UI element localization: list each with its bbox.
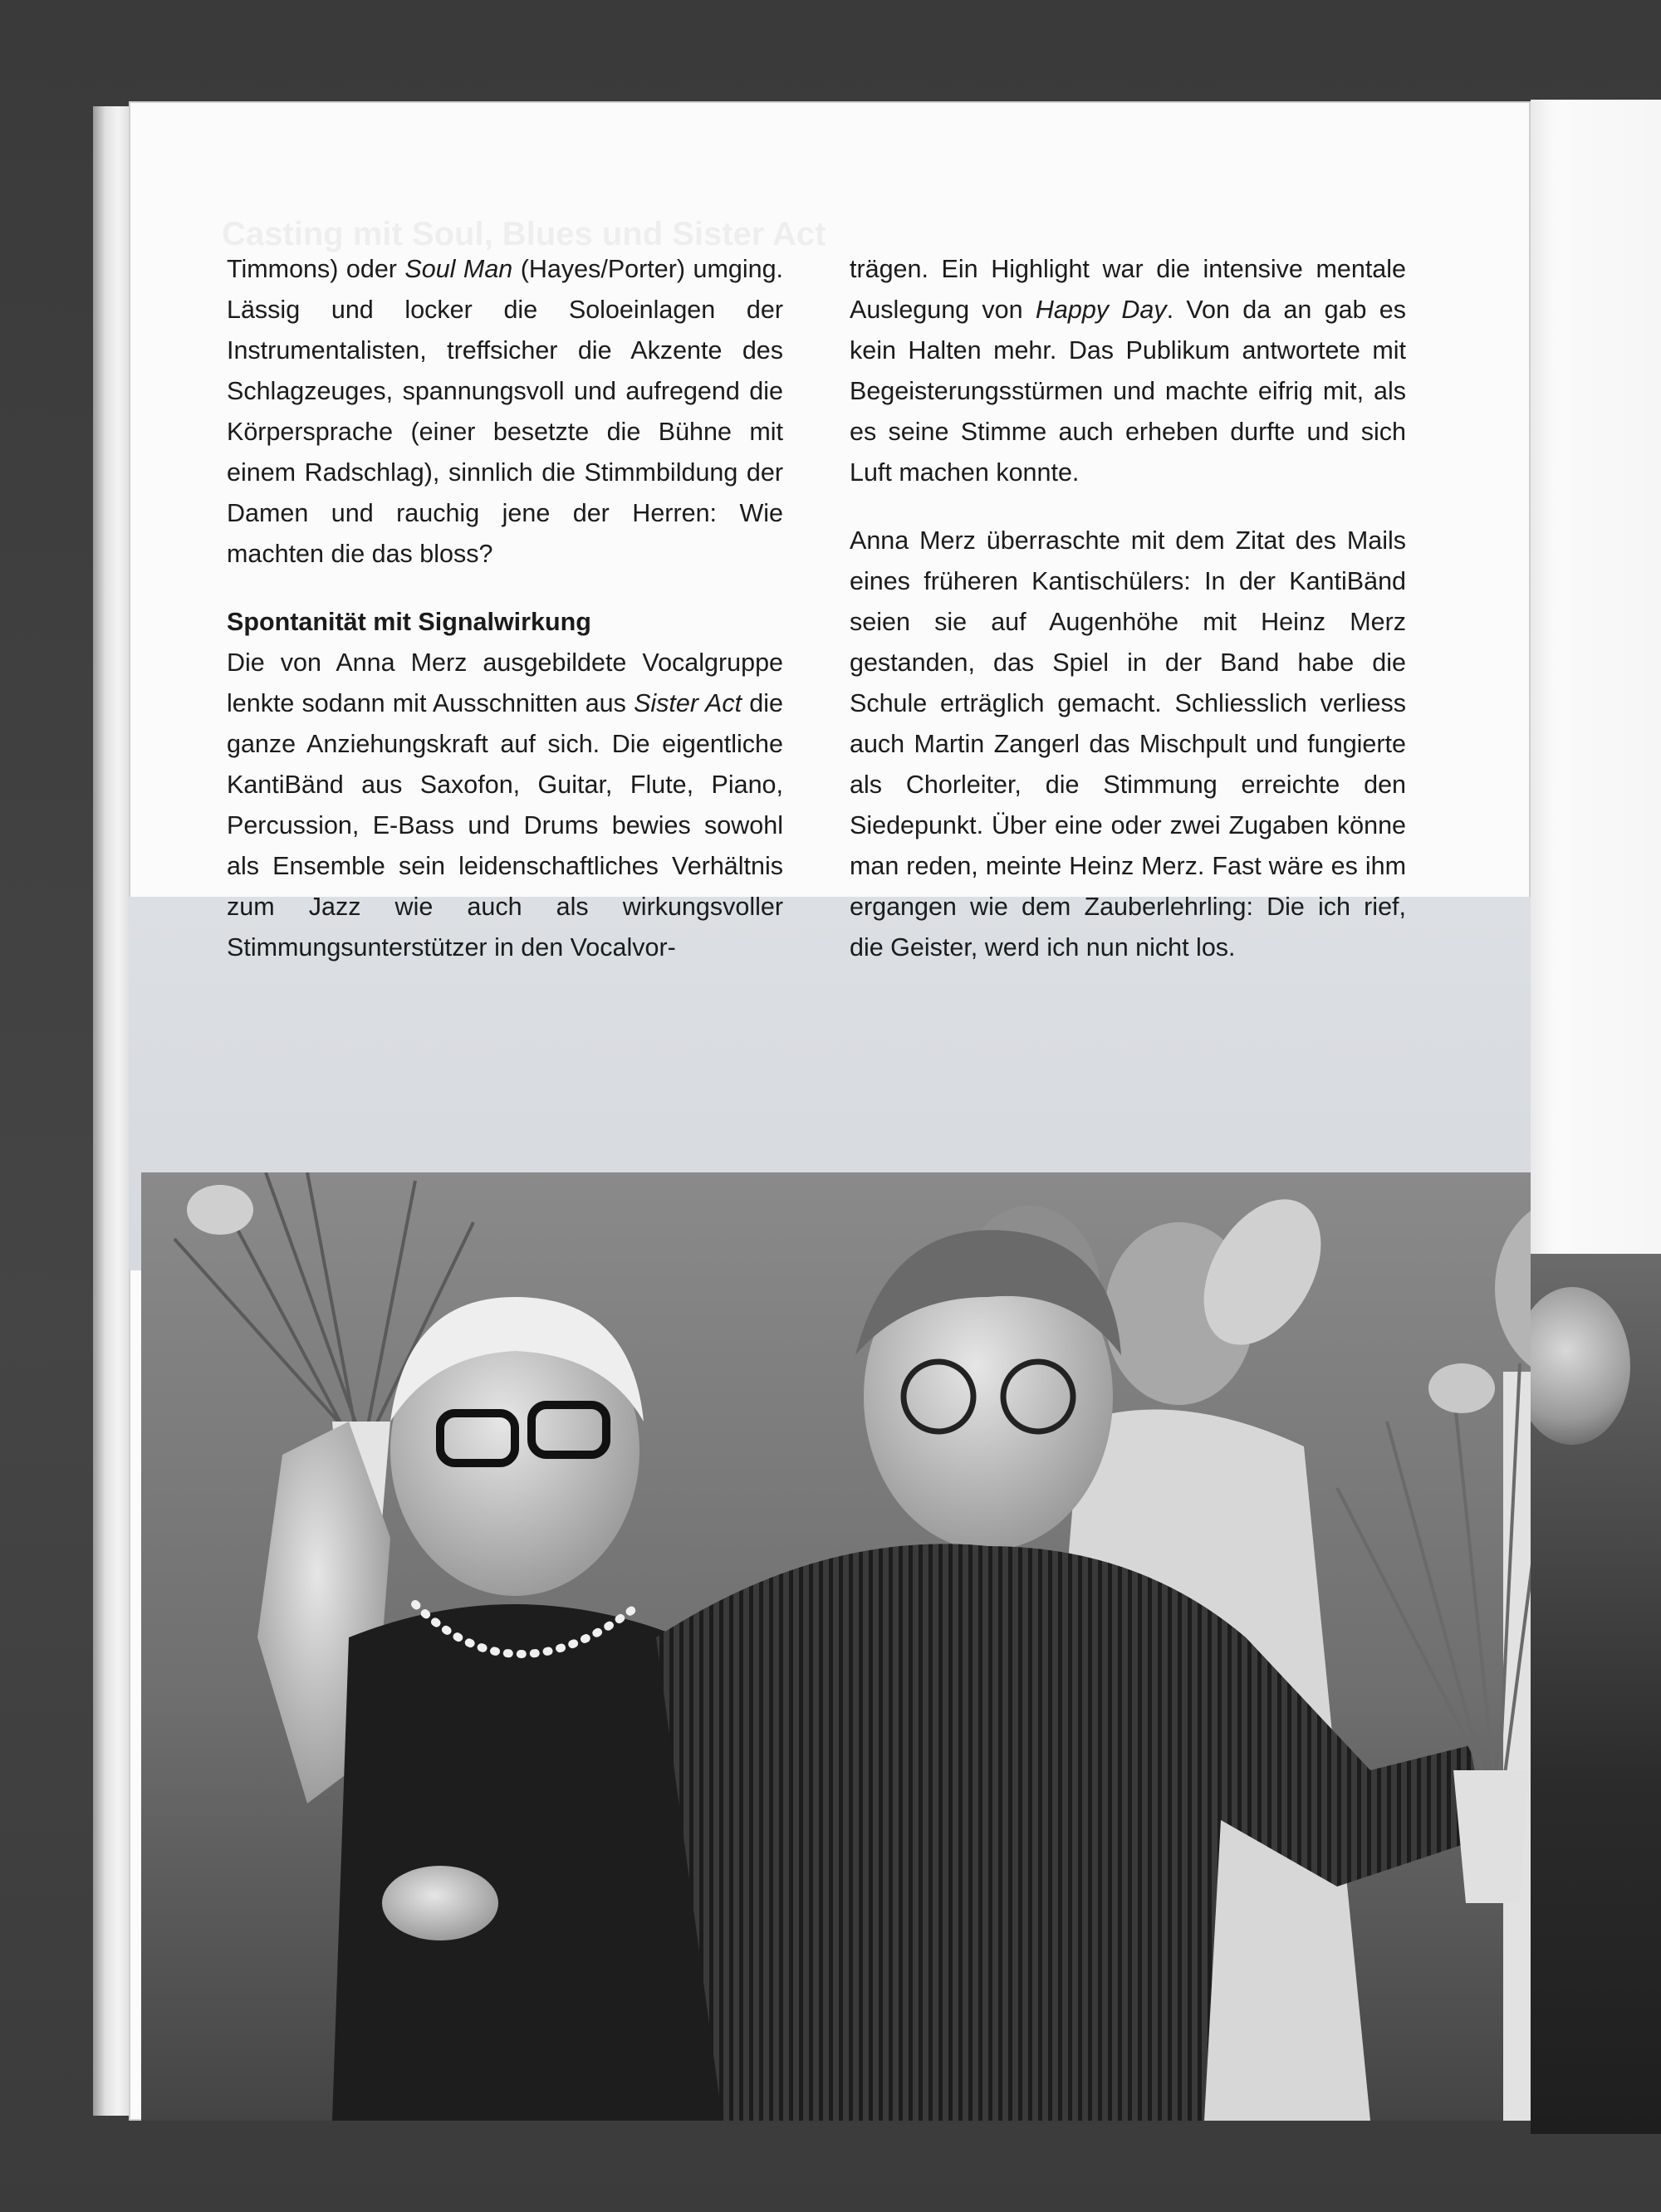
show-through-heading: Casting mit Soul, Blues und Sister Act: [222, 216, 826, 252]
photo-illustration: [141, 1172, 1531, 2121]
stage-photo: [141, 1172, 1531, 2121]
next-page-edge: [1531, 100, 1661, 2134]
left-paragraph-1: Timmons) oder Soul Man (Hayes/Porter) umging. Lässig und locker die Soloeinlagen der Instrumentalisten, treffsicher die Akzente des Schlagzeuges, spannungsvoll und aufregend die Körpersprache (einer besetzte die Bühne mit einem Radschlag), sinnlich die Stimmbildung der Damen und rauchig jene der Herren: Wie machten die das bloss?: [227, 255, 784, 568]
bouquet-wrap: [1453, 1770, 1528, 1903]
man-hand: [382, 1866, 498, 1940]
right-column: [850, 249, 1406, 968]
bouquet-flower: [187, 1185, 253, 1235]
bouquet-flower: [1428, 1363, 1495, 1413]
right-paragraph-2: Anna Merz überraschte mit dem Zitat des Mails eines früheren Kantischülers: In der KantiBänd seien sie auf Augenhöhe mit Heinz Merz gestanden, das Spiel in der Band habe die Schule erträglich gemacht. Schliesslich verliess auch Martin Zangerl das Mischpult und fungierte als Chorleiter, die Stimmung erreichte den Siedepunkt. Über eine oder zwei Zugaben könne man reden, meinte Heinz Merz. Fast wäre es ihm ergangen wie dem Zauberlehrling: Die ich rief, die Geister, werd ich nun nicht los.: [850, 526, 1406, 962]
next-page-face: [1514, 1287, 1630, 1445]
right-paragraph-1: trägen. Ein Highlight war die intensive mentale Auslegung von Happy Day. Von da an gab es kein Halten mehr. Das Publikum antwortete mit Begeisterungsstürmen und machte eifrig mit, als es seine Stimme auch erheben durfte und sich Luft machen konnte.: [850, 255, 1406, 487]
magazine-page: [129, 101, 1531, 2121]
left-paragraph-2: Die von Anna Merz ausgebildete Vocalgruppe lenkte sodann mit Ausschnitten aus Sister Act die ganze Anziehungskraft auf sich. Die eigentliche KantiBänd aus Saxofon, Guitar, Flute, Piano, Percussion, E-Bass und Drums bewies sowohl als Ensemble sein leidenschaftliches Verhältnis zum Jazz wie auch als wirkungsvoller Stimmungsunterstützer in den Vocalvor-: [227, 648, 783, 962]
subheading: Spontanität mit Signalwirkung: [227, 608, 591, 636]
left-column: [227, 249, 783, 968]
